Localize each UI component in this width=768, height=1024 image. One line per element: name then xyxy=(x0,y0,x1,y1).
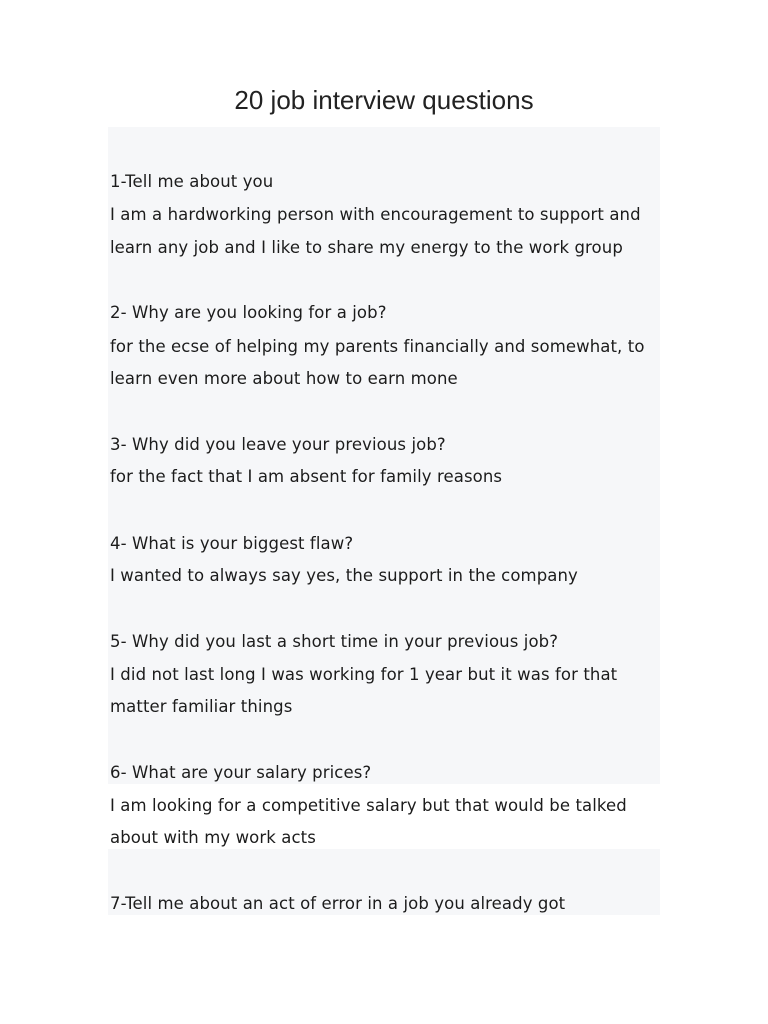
question-4: 4- What is your biggest flaw? xyxy=(110,534,354,553)
question-3: 3- Why did you leave your previous job? xyxy=(110,435,446,454)
answer-6-line-1: I am looking for a competitive salary but that would be talked xyxy=(110,796,627,815)
answer-6-line-2: about with my work acts xyxy=(110,828,316,847)
answer-2-line-1: for the ecse of helping my parents financially and somewhat, to xyxy=(110,337,645,356)
answer-2-line-2: learn even more about how to earn mone xyxy=(110,369,458,388)
answer-3-line-1: for the fact that I am absent for family reasons xyxy=(110,467,503,486)
question-6: 6- What are your salary prices? xyxy=(110,763,372,782)
question-1: 1-Tell me about you xyxy=(110,172,274,191)
answer-1-line-2: learn any job and I like to share my energy to the work group xyxy=(110,238,623,257)
question-7: 7-Tell me about an act of error in a job you already got xyxy=(110,894,566,913)
question-2: 2- Why are you looking for a job? xyxy=(110,303,387,322)
page-title: 20 job interview questions xyxy=(234,85,534,115)
answer-1-line-1: I am a hardworking person with encouragement to support and xyxy=(110,205,641,224)
answer-5-line-2: matter familiar things xyxy=(110,697,293,716)
question-5: 5- Why did you last a short time in your previous job? xyxy=(110,632,559,651)
answer-5-line-1: I did not last long I was working for 1 year but it was for that xyxy=(110,665,618,684)
answer-4-line-1: I wanted to always say yes, the support in the company xyxy=(110,566,578,585)
